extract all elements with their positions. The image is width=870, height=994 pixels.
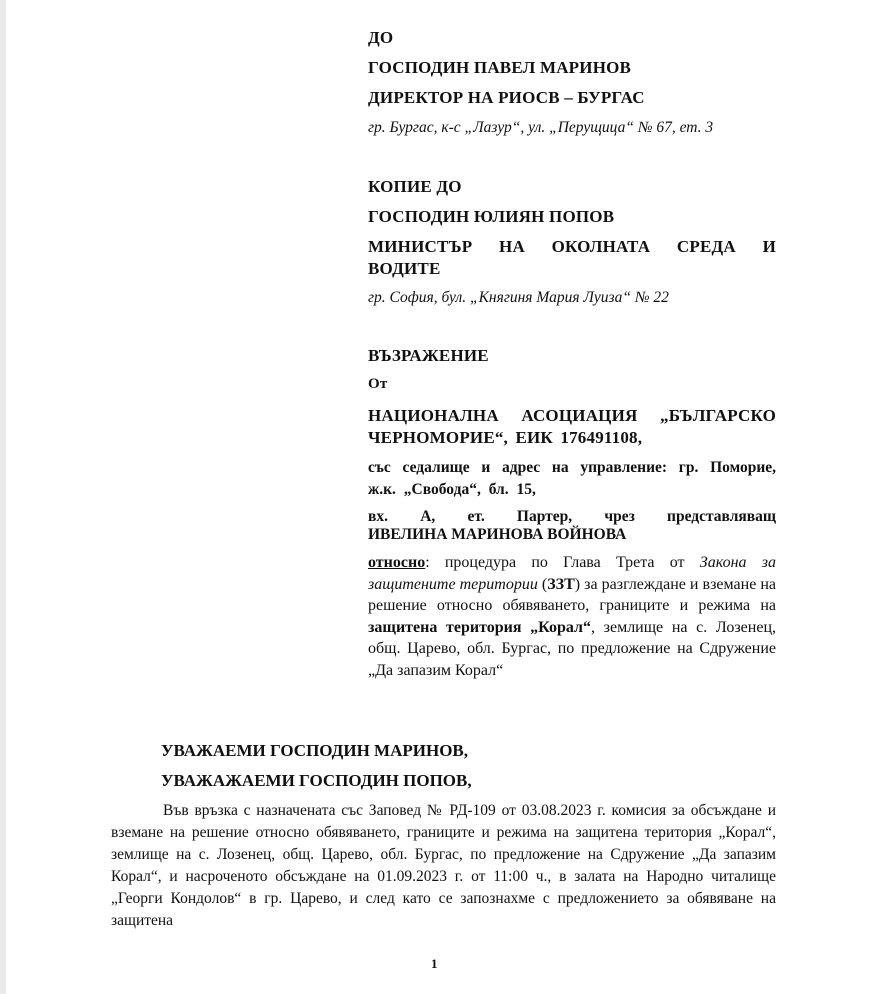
recipient-title: ДИРЕКТОР НА РИОСВ – БУРГАС [368, 88, 645, 107]
objection-from: От [368, 376, 388, 392]
objection-org: НАЦИОНАЛНА АСОЦИАЦИЯ „БЪЛГАРСКО ЧЕРНОМОРИЕ“, ЕИК 176491108, [368, 406, 776, 447]
copy-title: МИНИСТЪР НА ОКОЛНАТА СРЕДА И ВОДИТЕ [368, 237, 776, 278]
subject-text-2: ( [537, 575, 548, 593]
objection-heading: ВЪЗРАЖЕНИЕ [368, 346, 489, 365]
body-paragraph: Във връзка с назначената със Заповед № РД-109 от 03.08.2023 г. комисия за обсъждане и вземане на решение относно обявяването, границите и режима на защитена територия „Корал“, землище на с. Лозенец, общ. Царево, обл. Бургас, по предложение на Сдружение „Да запазим Корал“, и насроченото обсъждане на 01.09.2023 г. от 11:00 ч., в залата на Народно читалище „Георги Кондолов“ в гр. Царево, и след като се запознахме с предложението за обявяване на защитена [111, 802, 776, 929]
copy-name: ГОСПОДИН ЮЛИЯН ПОПОВ [368, 207, 615, 226]
objection-rep-name: ИВЕЛИНА МАРИНОВА ВОЙНОВА [368, 526, 627, 543]
subject-paragraph [368, 552, 776, 681]
recipient-address: гр. Бургас, к-с „Лазур“, ул. „Перущица“ № 67, ет. 3 [368, 119, 714, 136]
copy-address: гр. София, бул. „Княгиня Мария Луиза“ № 22 [368, 289, 669, 306]
subject-text-3: ) за разглеждане и вземане на решение относно обявяването, границите и режима на [368, 575, 777, 614]
subject-label: относно [368, 554, 426, 571]
subject-law: Закона за защитените територии [368, 554, 776, 593]
recipient-name: ГОСПОДИН ПАВЕЛ МАРИНОВ [368, 58, 632, 77]
page-number: 1 [431, 956, 438, 971]
subject-abbr: ЗЗТ [547, 575, 575, 593]
document-page [6, 0, 870, 994]
greeting-line-1: УВАЖАЕМИ ГОСПОДИН МАРИНОВ, [161, 741, 469, 760]
greeting-line-2: УВАЖАЖАЕМИ ГОСПОДИН ПОПОВ, [161, 771, 472, 790]
subject-text-4: , землище на с. Лозенец, общ. Царево, обл. Бургас, по предложение на Сдружение „Да запазим Корал“ [368, 618, 777, 679]
recipient-to: ДО [368, 28, 394, 47]
subject-territory: защитена територия „Корал“ [368, 618, 591, 636]
copy-label: КОПИЕ ДО [368, 177, 462, 196]
objection-seat: със седалище и адрес на управление: гр. Поморие, ж.к. „Свобода“, бл. 15, [368, 459, 776, 498]
subject-text-1: : процедура по Глава Трета от [425, 554, 700, 571]
objection-rep: вх. А, ет. Партер, чрез представляващ [368, 508, 776, 525]
